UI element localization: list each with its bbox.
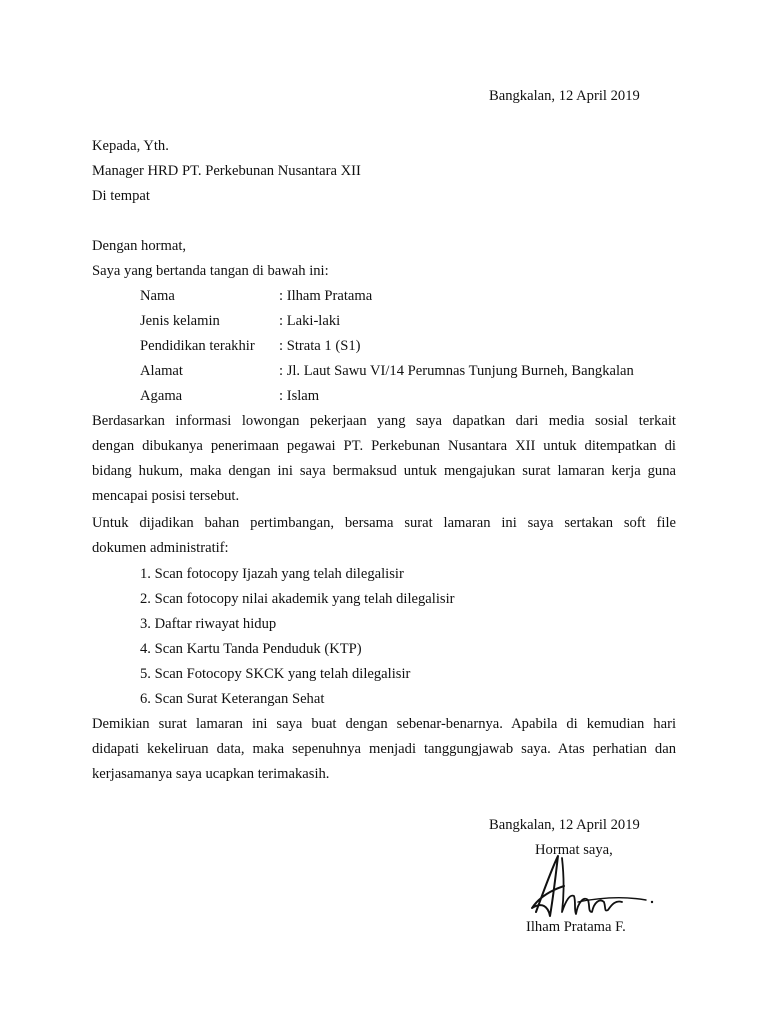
paragraph-3 — [92, 712, 676, 787]
identity-label: Jenis kelamin — [140, 313, 220, 329]
list-item: 6. Scan Surat Keterangan Sehat — [140, 691, 325, 707]
identity-value: : Laki-laki — [279, 313, 341, 329]
paragraph-line: dengan dibukanya penerimaan pegawai PT. Perkebunan Nusantara XII untuk ditempatkan di — [92, 438, 676, 454]
paragraph-line: Untuk dijadikan bahan pertimbangan, bersama surat lamaran ini saya sertakan soft file — [92, 515, 676, 531]
intro-text: Saya yang bertanda tangan di bawah ini: — [92, 263, 329, 279]
paragraph-line: kerjasamanya saya ucapkan terimakasih. — [92, 766, 330, 782]
identity-label: Nama — [140, 288, 175, 304]
identity-label: Alamat — [140, 363, 183, 379]
header-place-date: Bangkalan, 12 April 2019 — [489, 88, 640, 104]
paragraph-line: bidang hukum, maka dengan ini saya bermaksud untuk mengajukan surat lamaran kerja guna — [92, 463, 676, 479]
closing-place-date: Bangkalan, 12 April 2019 — [489, 817, 640, 833]
list-item: 2. Scan fotocopy nilai akademik yang telah dilegalisir — [140, 591, 455, 607]
recipient-line-1: Kepada, Yth. — [92, 138, 169, 154]
recipient-line-2: Manager HRD PT. Perkebunan Nusantara XII — [92, 163, 361, 179]
paragraph-line: mencapai posisi tersebut. — [92, 488, 240, 504]
recipient-line-3: Di tempat — [92, 188, 150, 204]
identity-value: : Jl. Laut Sawu VI/14 Perumnas Tunjung Burneh, Bangkalan — [279, 363, 634, 379]
paragraph-line: didapati kekeliruan data, maka sepenuhnya menjadi tanggungjawab saya. Atas perhatian dan — [92, 741, 676, 757]
list-item: 3. Daftar riwayat hidup — [140, 616, 277, 632]
list-item: 5. Scan Fotocopy SKCK yang telah dilegalisir — [140, 666, 411, 682]
closing-regards: Hormat saya, — [535, 842, 613, 858]
identity-value: : Islam — [279, 388, 320, 404]
identity-value: : Strata 1 (S1) — [279, 338, 361, 354]
paragraph-line: Berdasarkan informasi lowongan pekerjaan yang saya dapatkan dari media sosial terkait — [92, 413, 676, 429]
identity-label: Pendidikan terakhir — [140, 338, 255, 354]
paragraph-line: Demikian surat lamaran ini saya buat dengan sebenar-benarnya. Apabila di kemudian hari — [92, 716, 676, 732]
list-item: 4. Scan Kartu Tanda Penduduk (KTP) — [140, 641, 362, 657]
identity-value: : Ilham Pratama — [279, 288, 373, 304]
identity-label: Agama — [140, 388, 183, 404]
list-item: 1. Scan fotocopy Ijazah yang telah dilegalisir — [140, 566, 404, 582]
paragraph-2 — [92, 511, 676, 561]
greeting: Dengan hormat, — [92, 238, 187, 254]
paragraph-line: dokumen administratif: — [92, 540, 229, 556]
paragraph-1 — [92, 409, 676, 509]
signatory-name: Ilham Pratama F. — [526, 919, 626, 935]
